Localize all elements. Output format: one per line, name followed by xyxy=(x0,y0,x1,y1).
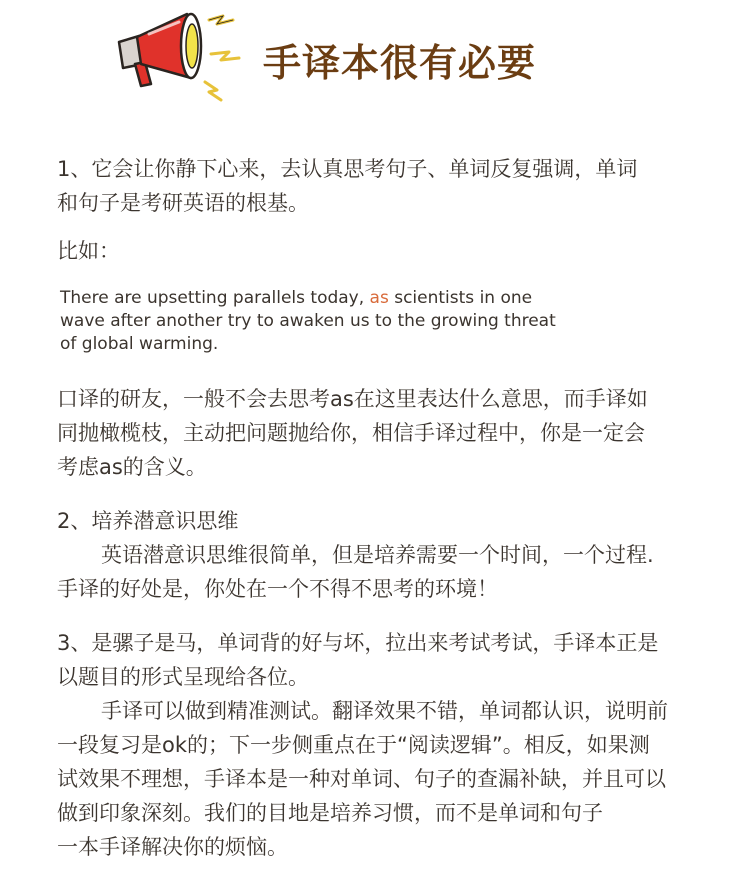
section2 xyxy=(57,504,654,606)
english-line: wave after another try to awaken us to the growing threat xyxy=(60,311,556,331)
text-line: 一段复习是ok的；下一步侧重点在于“阅读逻辑”。相反，如果测 xyxy=(57,733,650,757)
section1-paragraph2 xyxy=(57,382,648,484)
english-line: of global warming. xyxy=(60,334,219,354)
text-line: 手译的好处是，你处在一个不得不思考的环境！ xyxy=(57,577,498,601)
page-title: 手译本很有必要 xyxy=(263,41,537,85)
text-line: 做到印象深刻。我们的目地是培养习惯，而不是单词和句子 xyxy=(57,801,603,825)
english-text: scientists in one xyxy=(388,288,533,308)
header xyxy=(0,0,750,120)
section-heading: 2、培养潜意识思维 xyxy=(57,509,239,533)
megaphone-icon xyxy=(105,6,265,106)
text-line: 和句子是考研英语的根基。 xyxy=(57,191,309,215)
text-line: 1、它会让你静下心来，去认真思考句子、单词反复强调，单词 xyxy=(57,157,638,181)
english-text: There are upsetting parallels today, xyxy=(60,288,370,308)
text-line: 手译可以做到精准测试。翻译效果不错，单词都认识，说明前 xyxy=(101,699,668,723)
english-line xyxy=(60,287,556,310)
example-label: 比如： xyxy=(57,239,120,263)
section3 xyxy=(57,626,668,864)
text-line: 3、是骡子是马，单词背的好与坏，拉出来考试考试，手译本正是 xyxy=(57,631,659,655)
highlighted-word: as xyxy=(369,288,389,308)
text-line: 一本手译解决你的烦恼。 xyxy=(57,835,288,859)
text-line: 考虑as的含义。 xyxy=(57,455,207,479)
text-line: 口译的研友，一般不会去思考as在这里表达什么意思，而手译如 xyxy=(57,387,648,411)
text-line: 同抛橄榄枝，主动把问题抛给你，相信手译过程中，你是一定会 xyxy=(57,421,645,445)
text-line: 试效果不理想，手译本是一种对单词、句子的查漏补缺，并且可以 xyxy=(57,767,666,791)
section1-paragraph xyxy=(57,152,637,220)
text-line: 英语潜意识思维很简单，但是培养需要一个时间，一个过程. xyxy=(101,543,654,567)
english-example xyxy=(60,287,556,356)
text-line: 以题目的形式呈现给各位。 xyxy=(57,665,309,689)
